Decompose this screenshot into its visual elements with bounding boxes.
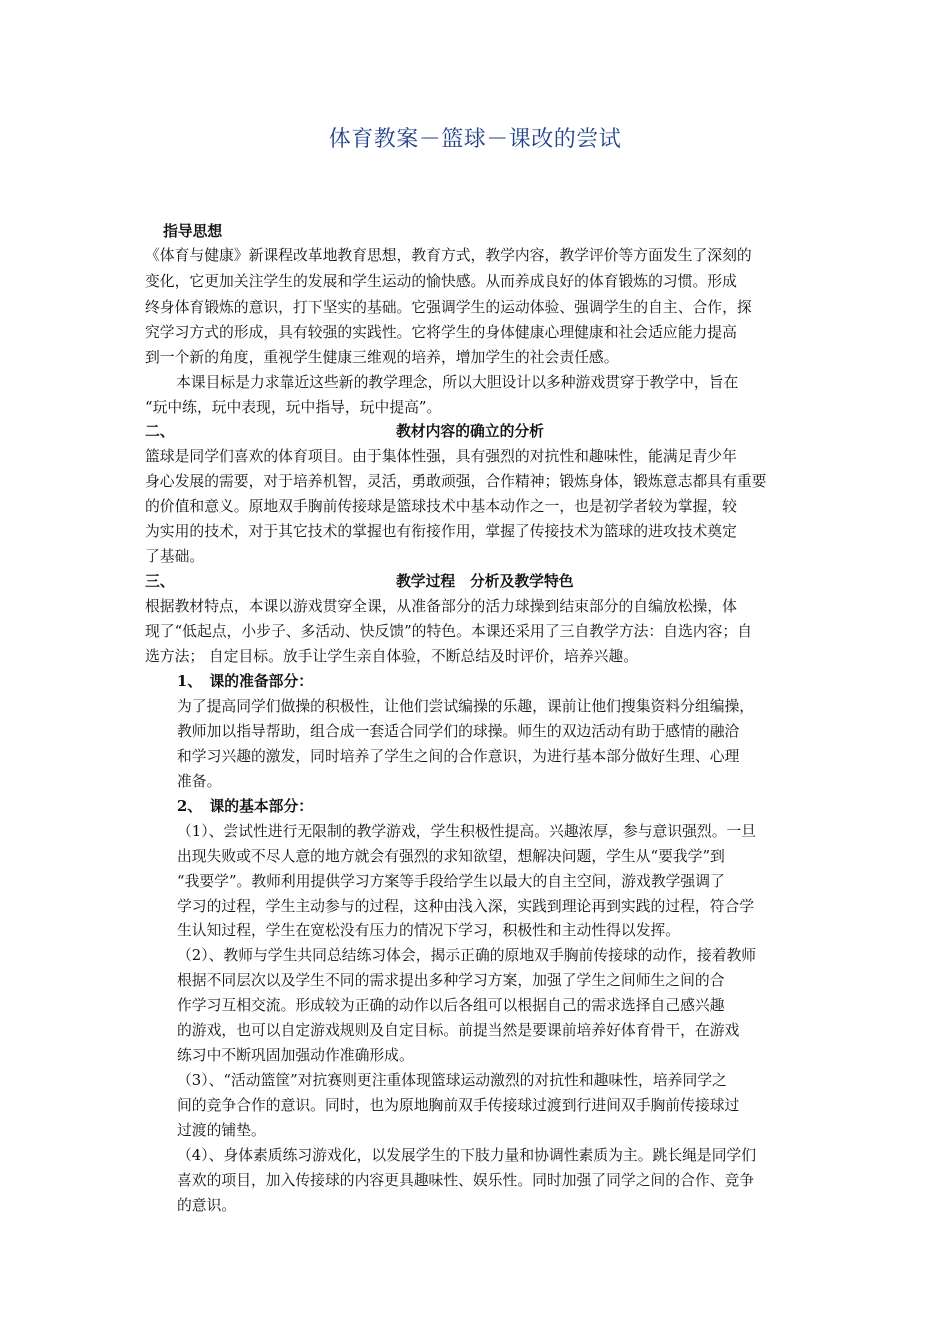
- section2-para-line: 的价值和意义。原地双手胸前传接球是篮球技术中基本动作之一，也是初学者较为掌握，较: [145, 498, 737, 515]
- sub2-item4-line: 的意识。: [177, 1197, 237, 1214]
- sub2-item1-line: 出现失败或不尽人意的地方就会有强烈的求知欲望，想解决问题，学生从“要我学”到: [177, 848, 725, 865]
- section1-para1-line: 究学习方式的形成，具有较强的实践性。它将学生的身体健康心理健康和社会适应能力提高: [145, 324, 737, 341]
- sub2-item2-line: 的游戏，也可以自定游戏规则及自定目标。前提当然是要课前培养好体育骨干，在游戏: [177, 1022, 740, 1039]
- page-title: 体育教案－篮球－课改的尝试: [328, 127, 622, 152]
- sub2-item4-line: 喜欢的项目，加入传接球的内容更具趣味性、娱乐性。同时加强了同学之间的合作、竞争: [177, 1172, 755, 1189]
- section1-heading: 指导思想: [163, 223, 223, 240]
- sub1-para-line: 和学习兴趣的激发，同时培养了学生之间的合作意识，为进行基本部分做好生理、心理: [177, 748, 740, 765]
- sub1-para-line: 为了提高同学们做操的积极性，让他们尝试编操的乐趣，课前让他们搜集资料分组编操，: [177, 698, 755, 715]
- section3-heading: 教学过程 分析及教学特色: [396, 573, 574, 590]
- section1-para1-line: 终身体育锻炼的意识，打下坚实的基础。它强调学生的运动体验、强调学生的自主、合作，探: [145, 299, 752, 316]
- sub2-item2-line: （2）、教师与学生共同总结练习体会，揭示正确的原地双手胸前传接球的动作，接着教师: [177, 947, 757, 964]
- section1-para2-line: 本课目标是力求靠近这些新的教学理念，所以大胆设计以多种游戏贯穿于教学中，旨在: [176, 374, 739, 391]
- section3-number: 三、: [145, 573, 175, 590]
- sub1-para-line: 准备。: [177, 773, 222, 790]
- section1-para1-line: 《体育与健康》新课程改革地教育思想，教育方式，教学内容，教学评价等方面发生了深刻的: [145, 247, 752, 264]
- sub2-item3-line: （3）、“活动篮筐”对抗赛则更注重体现篮球运动激烈的对抗性和趣味性，培养同学之: [177, 1072, 727, 1089]
- section2-para-line: 身心发展的需要，对于培养机智，灵活，勇敢顽强，合作精神；锻炼身体，锻炼意志都具有重要: [145, 473, 767, 490]
- sub2-item1-line: 学习的过程，学生主动参与的过程，这种由浅入深，实践到理论再到实践的过程，符合学: [177, 898, 755, 915]
- section1-para1-line: 变化，它更加关注学生的发展和学生运动的愉快感。从而养成良好的体育锻炼的习惯。形成: [145, 273, 737, 290]
- section1-para1-line: 到一个新的角度，重视学生健康三维观的培养，增加学生的社会责任感。: [145, 349, 619, 366]
- section2-para-line: 为实用的技术，对于其它技术的掌握也有衔接作用，掌握了传接技术为篮球的进攻技术奠定: [145, 523, 737, 540]
- sub2-heading: 2、 课的基本部分：: [177, 798, 314, 815]
- sub2-item2-line: 根据不同层次以及学生不同的需求提出多种学习方案，加强了学生之间师生之间的合: [177, 972, 725, 989]
- sub2-item2-line: 练习中不断巩固加强动作准确形成。: [177, 1047, 414, 1064]
- section3-para-line: 根据教材特点，本课以游戏贯穿全课，从准备部分的活力球操到结束部分的自编放松操，体: [145, 598, 737, 615]
- sub1-heading: 1、 课的准备部分：: [177, 673, 314, 690]
- sub2-item2-line: 作学习互相交流。形成较为正确的动作以后各组可以根据自己的需求选择自己感兴趣: [177, 997, 725, 1014]
- section2-para-line: 篮球是同学们喜欢的体育项目。由于集体性强，具有强烈的对抗性和趣味性，能满足青少年: [145, 448, 737, 465]
- sub2-item3-line: 间的竞争合作的意识。同时，也为原地胸前双手传接球过渡到行进间双手胸前传接球过: [177, 1097, 740, 1114]
- sub2-item1-line: 生认知过程，学生在宽松没有压力的情况下学习，积极性和主动性得以发挥。: [177, 922, 681, 939]
- sub2-item4-line: （4）、身体素质练习游戏化，以发展学生的下肢力量和协调性素质为主。跳长绳是同学们: [177, 1147, 757, 1164]
- section2-para-line: 了基础。: [145, 548, 205, 565]
- section2-number: 二、: [145, 423, 175, 440]
- section3-para-line: 选方法； 自定目标。放手让学生亲自体验，不断总结及时评价，培养兴趣。: [145, 648, 639, 665]
- section2-heading-row: [0, 422, 950, 444]
- section3-heading-row: [0, 572, 950, 594]
- section1-para2-line: “玩中练，玩中表现，玩中指导，玩中提高”。: [145, 399, 442, 416]
- sub1-para-line: 教师加以指导帮助，组合成一套适合同学们的球操。师生的双边活动有助于感情的融洽: [177, 723, 740, 740]
- sub2-item3-line: 过渡的铺垫。: [177, 1122, 266, 1139]
- section3-para-line: 现了“低起点，小步子、多活动、快反馈”的特色。本课还采用了三自教学方法：自选内容；自: [145, 623, 753, 640]
- sub2-item1-line: “我要学”。教师利用提供学习方案等手段给学生以最大的自主空间，游戏教学强调了: [177, 873, 725, 890]
- section2-heading: 教材内容的确立的分析: [396, 423, 544, 440]
- sub2-item1-line: （1）、尝试性进行无限制的教学游戏，学生积极性提高。兴趣浓厚，参与意识强烈。一旦: [177, 823, 757, 840]
